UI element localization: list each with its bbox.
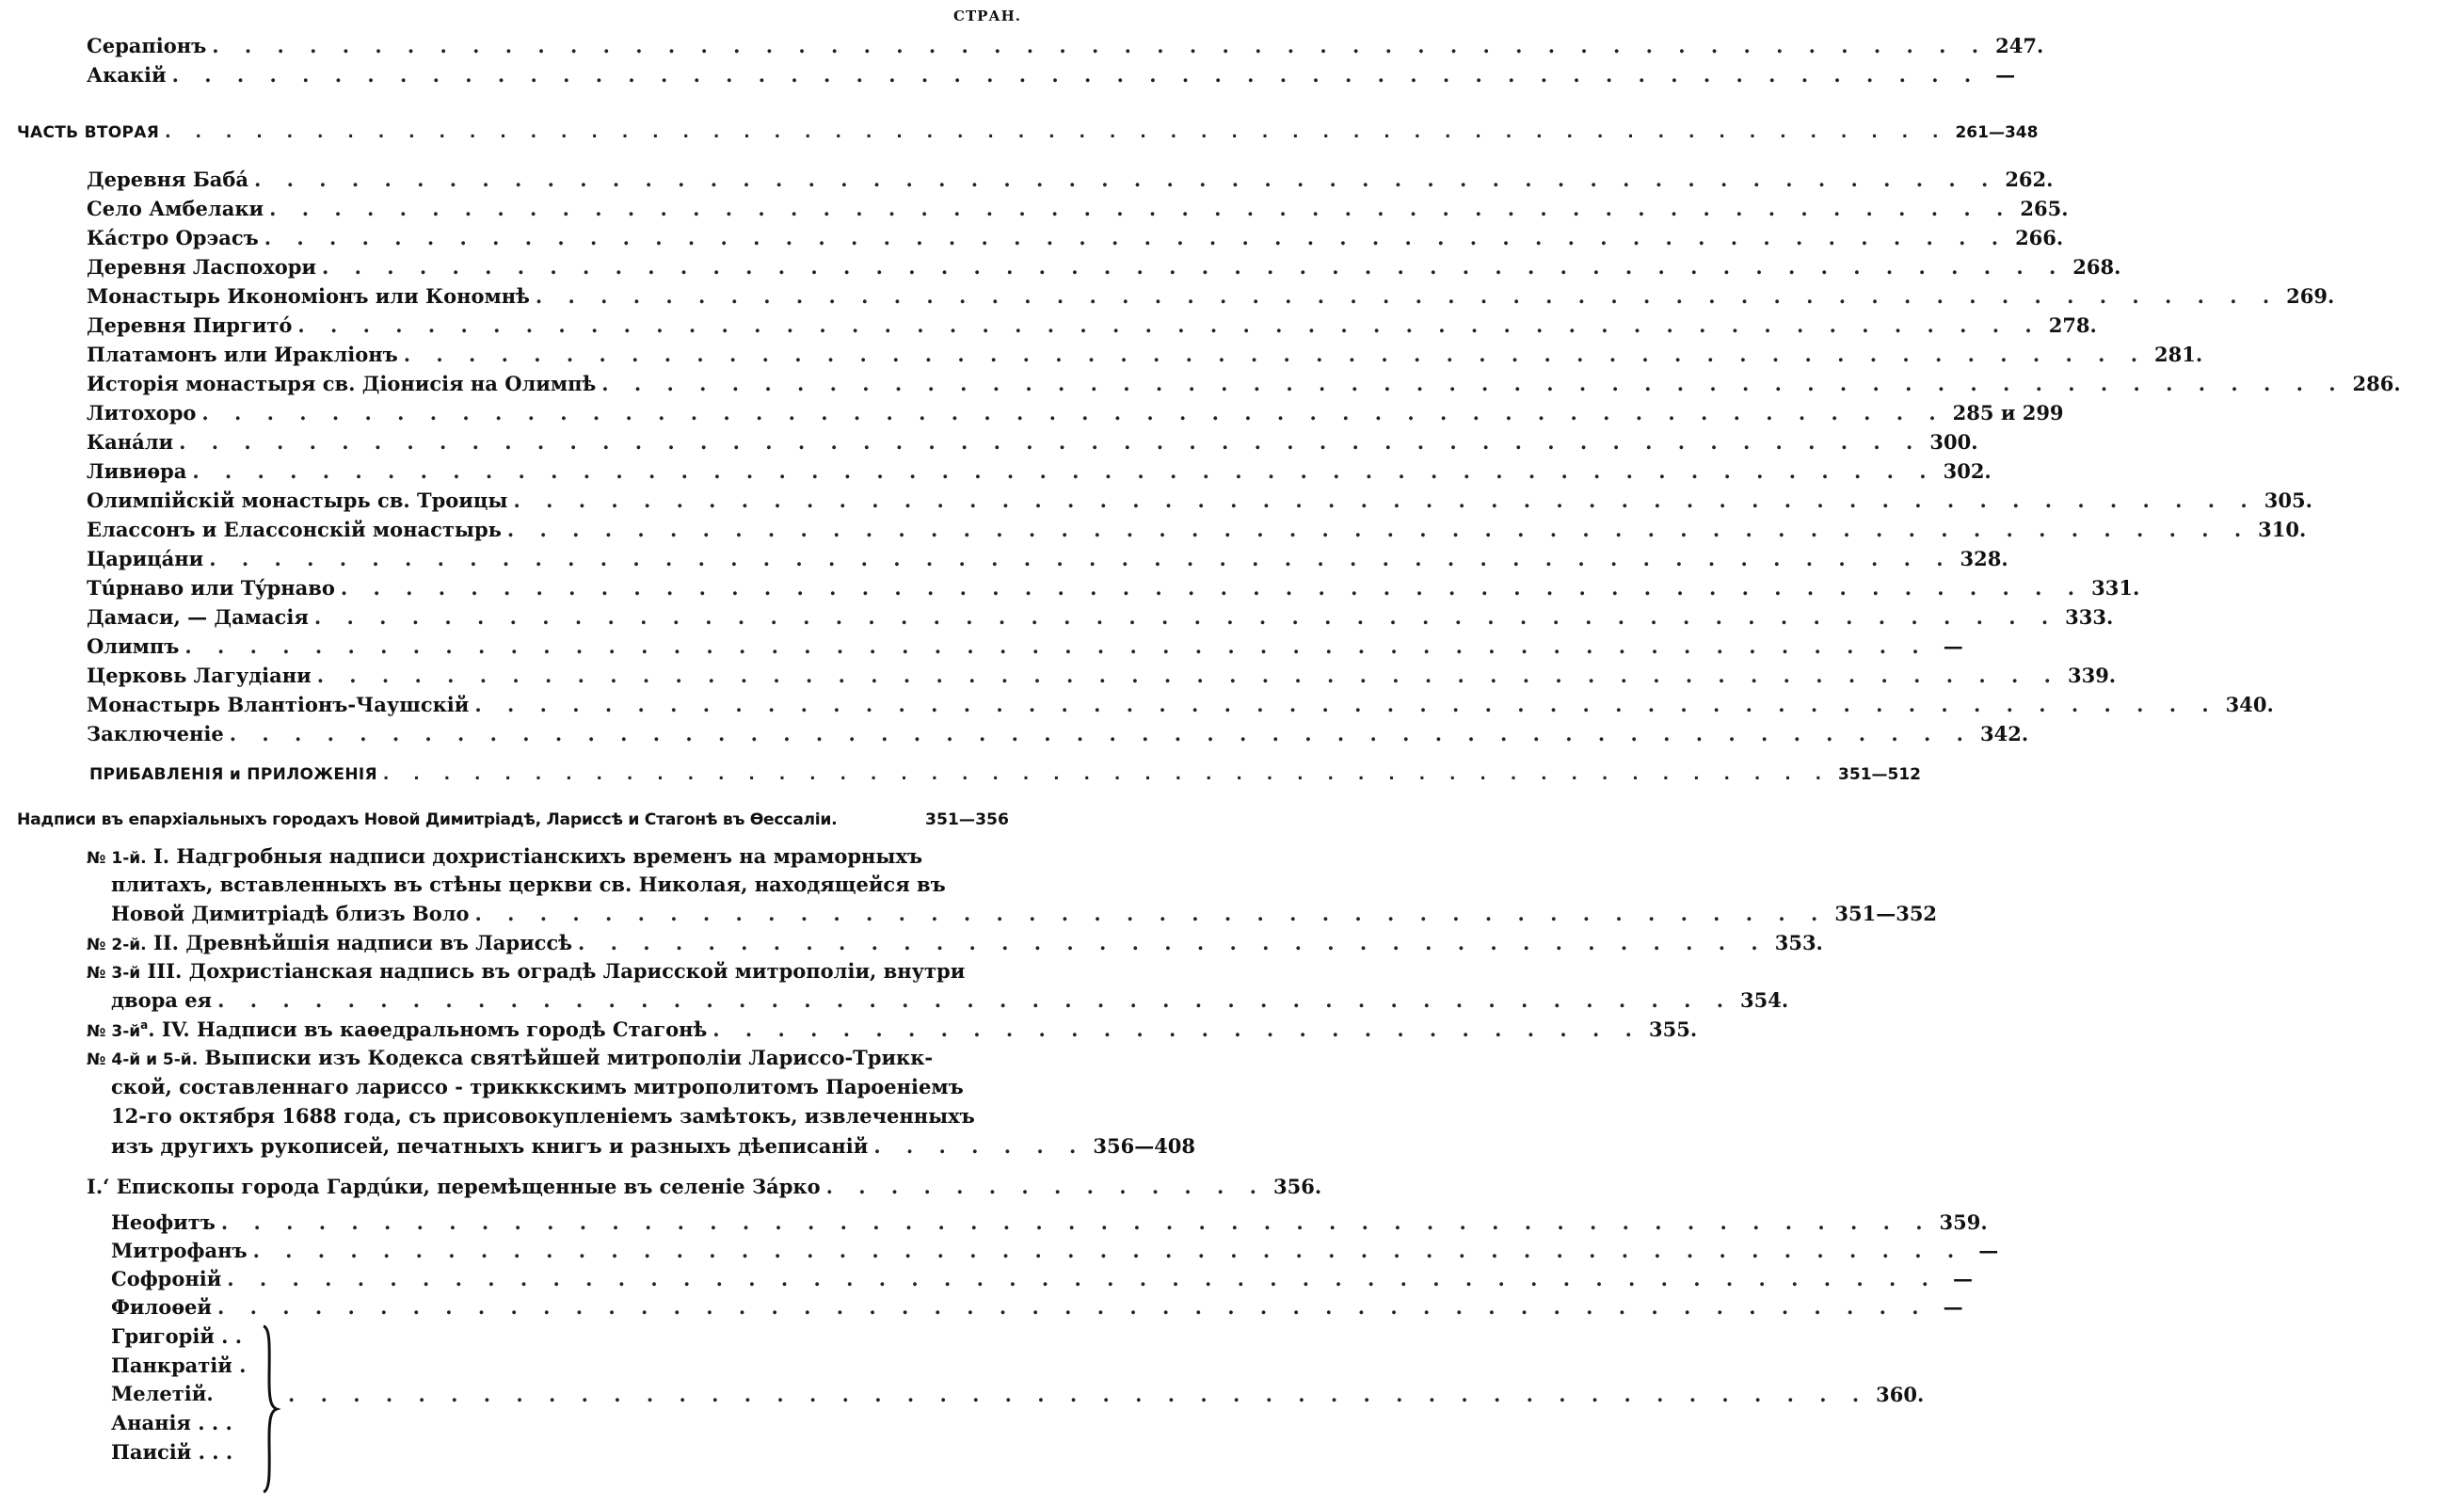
- entry-label: Церковь Лагудіани: [87, 663, 312, 687]
- entry-page: 351—356: [925, 810, 1009, 829]
- entry-label: Канáли: [87, 429, 174, 454]
- leader-dots: . . . . . . . . . . . . . . . . . . . . . . . . . . . . . . . . . . . . . . . . . . . . . . . .: [382, 765, 1832, 784]
- entry-page: 351—512: [1838, 765, 1922, 784]
- entry-label: ПРИБАВЛЕНІЯ и ПРИЛОЖЕНІЯ: [89, 765, 377, 784]
- item-4-line-1: [87, 1044, 933, 1072]
- item-2: [87, 928, 1823, 956]
- leader-dots: . . . . . . . . . . . . . . . . . . . . . . . . . . . . . . . . . . . . . . . . . . . . . . . . . . . . . .: [601, 371, 2345, 395]
- leader-dots: . . . . . . . . . . . . . . . . . . . . . . . . . . . . . . . . . . . . . . . . . . . . . . . . . . . . . .: [229, 721, 1973, 745]
- entry-label: Софроній: [111, 1266, 222, 1290]
- entry-label: Село Амбелаки: [87, 196, 264, 220]
- entry-label: Серапіонъ: [87, 33, 207, 57]
- item-3a: [87, 1015, 1698, 1043]
- entry-page: 286.: [2352, 371, 2401, 395]
- toc-entry-akakiy: [87, 60, 2016, 88]
- entry-page: 300.: [1929, 429, 1978, 454]
- item-number: № 3-й: [87, 1021, 141, 1041]
- entry-label: [87, 931, 572, 954]
- toc-entry-ambelaki: [87, 194, 2069, 222]
- entry-page: 339.: [2067, 663, 2117, 687]
- entry-page: —: [1952, 1266, 1973, 1290]
- entry-page: 328.: [1960, 546, 2008, 570]
- bishop-neofit: [111, 1208, 1988, 1236]
- entry-page: 354.: [1740, 987, 1789, 1012]
- item-3-line-1: [87, 957, 965, 985]
- item-4-line-3: 12-го октября 1688 года, съ присовокупленіемъ замѣтокъ, извлеченныхъ: [111, 1104, 975, 1128]
- leader-dots: . . . . . . . . . . . . . . . . . . . . . . . . . . . . . . . . . . . . . . . . . . . . . . . . . . . . . . . .: [171, 62, 1981, 87]
- toc-entry-litokhoro: [87, 398, 2064, 426]
- entry-page: 265.: [2020, 196, 2069, 220]
- item-number: № 1-й.: [87, 849, 147, 868]
- entry-page: —: [1943, 1294, 1963, 1319]
- entry-page: 331.: [2091, 575, 2140, 600]
- entry-page: 302.: [1943, 458, 1992, 483]
- toc-entry-vlantion: [87, 690, 2274, 718]
- leader-dots: . . . . . . . . . . . . . . . . . . . . . . . . . . . . . . . . . . . . . . . . . . . . . . . . . . . . .: [216, 1294, 1928, 1319]
- leader-dots: . . . . . . . . . . . . . . . . . . . . . . . . . . . . . . . . . . . . . . . . . . . . . . . . . . . . .: [220, 1210, 1932, 1234]
- item-number: № 2-й.: [87, 935, 147, 954]
- leader-dots: . . . . . . . . . . . . . . . . . . . . . . . . . . . . . . . . . . . . . . . . . . . . . . . . . . . . . .: [340, 575, 2085, 600]
- entry-page: 278.: [2048, 312, 2097, 337]
- entry-label: Новой Димитріадѣ близъ Воло: [111, 901, 470, 925]
- entry-page: 340.: [2225, 692, 2274, 716]
- toc-entry-gardiki: [87, 1172, 1322, 1200]
- item-1-line-1: [87, 842, 922, 871]
- bishop-group-item: Мелетій.: [111, 1382, 214, 1405]
- toc-part-two: [17, 119, 2039, 147]
- entry-label: ЧАСТЬ ВТОРАЯ: [17, 123, 160, 142]
- entry-label: Кáстро Орэасъ: [87, 225, 259, 249]
- item-text: Выписки изъ Кодекса святѣйшей митрополіи Ларисcо-Трикк-: [204, 1046, 934, 1069]
- leader-dots: . . . . . . . . . . . . . . . . . . . . . . . . . . . . .: [712, 1017, 1641, 1041]
- entry-label: Монастырь Влантіонъ-Чаушскій: [87, 692, 470, 716]
- entry-label: Неофитъ: [111, 1210, 216, 1234]
- leader-dots: . . . . . . . . . . . . . . . . . . . . . . . . . . . . . . . . . . . . . . . . . . . . . . . . . . . . . .: [474, 692, 2218, 716]
- leader-dots: . . . . . . . . . . . . . . . . . . . . . . . . . . . . . . . . . . . . . . . . . . . . . . . . . . . . . .: [316, 663, 2060, 687]
- bishop-group-item: Паисій . . .: [111, 1440, 233, 1464]
- entry-label: Надписи въ епархіальныхъ городахъ Новой Димитріадѣ, Ларисcѣ и Стагонѣ въ Ѳессаліи.: [17, 810, 838, 829]
- leader-dots: . . . . . . . . . . . . . . . . . . . . . . . . . . . . . . . . . . . . . . . . . . . . . . . . . . . . . . .: [212, 33, 1989, 57]
- leader-dots: . . . . . . . . . . . . . . . . . . . . . . . . . . . . . . . . . . . . . . . . . . . . . . .: [217, 987, 1734, 1012]
- entry-label: Деревня Бабá: [87, 167, 249, 191]
- toc-entry-zaklyuchenie: [87, 719, 2029, 747]
- entry-label: Монастырь Икономіонъ или Кономнѣ: [87, 283, 530, 308]
- entry-label: Деревня Ласпохори: [87, 254, 316, 279]
- item-text: III. Дохристіанская надпись въ оградѣ Ларисской митрополіи, внутри: [147, 959, 966, 983]
- toc-entry-damasi: [87, 602, 2114, 631]
- toc-entry-tsaritsani: [87, 544, 2008, 572]
- toc-entry-pirgito: [87, 311, 2097, 339]
- entry-page: 269.: [2286, 283, 2335, 308]
- leader-dots: . . . . . . . . . . . . . . . . . . . . . . . . . . . . . . . . . . . . . . . . . . . . . . . . . . . . . .: [513, 488, 2257, 512]
- leader-dots: . . . . . . . . . . . . . . . . . . . . . . . . . . . . . . . . . . . . . . . . . . . . . . . . . . . . . .: [506, 517, 2251, 541]
- leader-dots: . . . . . . . . . . . . . . . . . . . . . . . . . . . . . . . . . . . . . . . . . . . . . . . . . . . . . .: [179, 429, 1923, 454]
- entry-page: 359.: [1939, 1210, 1988, 1234]
- leader-dots: . . . . . . . . . . . . . . . . . . . . . . . . . . . . . . . . . . . . . . . . . . . . . . . . . . . . . .: [322, 254, 2066, 279]
- entry-label: Дамаси, — Дамасія: [87, 604, 309, 629]
- bishop-filofey: [111, 1292, 1963, 1321]
- leader-dots: . . . . . . . . . . . . . . . . . . . . . . . . . . . . . . . . . . . . . . . . . . . . . . . . . . . . .: [227, 1266, 1938, 1290]
- entry-label: Митрофанъ: [111, 1238, 248, 1262]
- toc-entry-kanali: [87, 427, 1978, 456]
- entry-label: Заключеніе: [87, 721, 224, 745]
- leader-dots: . . . . . . . . . . . . . . . . . . . . . . . . . . . . . . . . . . . . . . . . . . . . . . . . .: [288, 1382, 1869, 1406]
- toc-pribavleniya: [89, 761, 1922, 789]
- toc-entry-kastro: [87, 223, 2064, 251]
- item-1-line-3: [111, 899, 1938, 927]
- leader-dots: . . . . . . . . . . . . . . . . . . . . . . . . . . . . . . . . . . . . . . . . . . . . . . . . . . . . .: [252, 1238, 1964, 1262]
- curly-brace: [260, 1324, 279, 1494]
- entry-label: Тúрнаво или Тýрнаво: [87, 575, 335, 600]
- toc-entry-ikonomion: [87, 281, 2335, 310]
- toc-entry-baba: [87, 165, 2054, 193]
- bishop-group-item: Панкратій .: [111, 1354, 247, 1377]
- entry-page: 247.: [1995, 33, 2044, 57]
- leader-dots: . . . . . . . . . . . . . . . . . . . . . . . . . . . . . . . . . . . . . . . . . . . . . . . . . . . . . . . . . . .: [165, 123, 1948, 142]
- leader-dots: . . . . . . . . . . . . . . . . . . . . . . . . . . . . . . . . . . . . . . . . . . . . . . . . . . . . . .: [192, 458, 1936, 483]
- item-1-line-2: плитахъ, вставленныхъ въ стѣны церкви св. Николая, находящейся въ: [111, 873, 946, 896]
- entry-page: —: [1978, 1238, 1999, 1262]
- entry-page: —: [1995, 62, 2016, 87]
- entry-label: [87, 1017, 707, 1041]
- toc-entry-olimp: [87, 632, 1963, 660]
- item-number: № 4-й и 5-й.: [87, 1050, 199, 1069]
- leader-dots: . . . . . . . . . . . . . . . . . . . . . . . . . . . . . . . . . . . . . . . . . . . . . . . . . . . . . .: [269, 196, 2013, 220]
- toc-entry-lagudiani: [87, 661, 2117, 689]
- entry-label: Платамонъ или Иракліонъ: [87, 342, 398, 366]
- leader-dots: . . . . . . . . . . . . . . . . . . . . . . . . . . . . . . . . . . . . .: [578, 930, 1768, 954]
- entry-label: Елассонъ и Елассонскій монастырь: [87, 517, 502, 541]
- entry-page: 351—352: [1834, 901, 1938, 925]
- entry-label: двора ея: [111, 987, 213, 1012]
- entry-page: 355.: [1648, 1017, 1698, 1041]
- item-text: I. Надгробныя надписи дохристіанскихъ временъ на мраморныхъ: [152, 844, 923, 868]
- leader-dots: . . . . . . . . . . . . . .: [825, 1174, 1266, 1198]
- toc-nadpisi: [17, 806, 1036, 834]
- entry-page: 333.: [2065, 604, 2114, 629]
- item-4-line-2: ской, составленнаго ларисcо - трикккскимъ митрополитомъ Пароеніемъ: [111, 1075, 964, 1098]
- entry-page: 356—408: [1093, 1133, 1196, 1158]
- entry-page: —: [1943, 633, 1963, 658]
- entry-label: Литохоро: [87, 400, 197, 425]
- entry-label: Исторія монастыря св. Діонисія на Олимпѣ: [87, 371, 597, 395]
- leader-dots: . . . . . . . . . . . . . . . . . . . . . . . . . . . . . . . . . . . . . . . . . . . . . . . . . . . . . .: [535, 283, 2280, 308]
- toc-entry-serapion: [87, 31, 2044, 59]
- entry-label: изъ другихъ рукописей, печатныхъ книгъ и разныхъ дѣеписаній: [111, 1133, 869, 1158]
- toc-entry-elasson: [87, 515, 2307, 543]
- entry-page: 342.: [1979, 721, 2029, 745]
- leader-dots: . . . . . . . . . . . . . . . . . . . . . . . . . . . . . . . . . . . . . . . . . . . . . . . . . . . . . .: [297, 312, 2041, 337]
- toc-entry-dionisiy: [87, 369, 2401, 397]
- entry-page: 268.: [2072, 254, 2121, 279]
- leader-dots: . . . . . . . . . . . . . . . . . . . . . . . . . . . . . . . . . . . . . . . . . . . . . . . . . . . . . .: [201, 400, 1945, 425]
- entry-label: Ливиѳра: [87, 458, 187, 483]
- entry-page: 353.: [1774, 930, 1823, 954]
- bishop-group-leader: [282, 1380, 1925, 1408]
- bishop-group-item: Ананія . . .: [111, 1411, 232, 1434]
- entry-page: 360.: [1876, 1382, 1925, 1406]
- toc-entry-laspokhori: [87, 252, 2121, 280]
- entry-label: Акакій: [87, 62, 167, 87]
- leader-dots: . . . . . . . . . . . . . . . . . . . . . . . . . . . . . . . . . . . . . . . . . . . . . . . . . . . . . .: [209, 546, 1953, 570]
- entry-label: I.ʻ Епископы города Гардúки, перемѣщенные въ селеніе Зáрко: [87, 1174, 821, 1198]
- toc-entry-tirnavo: [87, 573, 2140, 601]
- leader-dots: . . . . . . . . . . . . . . . . . . . . . . . . . . . . . . . . . . . . . . . . . . . . . . . . . . . . . .: [184, 633, 1928, 658]
- entry-page: 285 и 299: [1952, 400, 2064, 425]
- toc-entry-platamon: [87, 340, 2203, 368]
- item-3-line-2: [111, 985, 1789, 1014]
- toc-entry-livi: [87, 457, 1992, 485]
- bishop-group-item: Григорій . .: [111, 1324, 243, 1348]
- leader-dots: . . . . . . .: [873, 1133, 1086, 1158]
- entry-page: 305.: [2264, 488, 2312, 512]
- entry-label: Филоѳей: [111, 1294, 212, 1319]
- bishop-sofroniy: [111, 1264, 1973, 1292]
- entry-page: 310.: [2258, 517, 2307, 541]
- entry-label: Царицáни: [87, 546, 204, 570]
- item-text: II. Древнѣйшія надписи въ Ларисcѣ: [152, 930, 572, 954]
- item-number: № 3-й: [87, 964, 141, 983]
- leader-dots: . . . . . . . . . . . . . . . . . . . . . . . . . . . . . . . . . . . . . . . . . .: [474, 901, 1828, 925]
- item-superscript: а: [140, 1017, 149, 1032]
- entry-label: Олимпъ: [87, 633, 180, 658]
- page-column-header: СТРАН.: [953, 8, 1021, 24]
- item-text: . IV. Надписи въ каѳедральномъ городѣ Стагонѣ: [148, 1017, 708, 1041]
- bishop-mitrofan: [111, 1236, 1999, 1264]
- item-4-line-4: [111, 1131, 1196, 1160]
- entry-page: 261—348: [1955, 123, 2039, 142]
- entry-label: Деревня Пиргитó: [87, 312, 293, 337]
- entry-page: 356.: [1273, 1174, 1322, 1198]
- entry-label: Олимпійскій монастырь св. Троицы: [87, 488, 508, 512]
- entry-page: 281.: [2154, 342, 2203, 366]
- leader-dots: . . . . . . . . . . . . . . . . . . . . . . . . . . . . . . . . . . . . . . . . . . . . . . . . . . . . . .: [254, 167, 1998, 191]
- leader-dots: . . . . . . . . . . . . . . . . . . . . . . . . . . . . . . . . . . . . . . . . . . . . . . . . . . . . . .: [403, 342, 2148, 366]
- entry-page: 266.: [2015, 225, 2064, 249]
- leader-dots: . . . . . . . . . . . . . . . . . . . . . . . . . . . . . . . . . . . . . . . . . . . . . . . . . . . . . .: [264, 225, 2008, 249]
- entry-page: 262.: [2005, 167, 2054, 191]
- toc-entry-troitsy: [87, 486, 2312, 514]
- leader-dots: . . . . . . . . . . . . . . . . . . . . . . . . . . . . . . . . . . . . . . . . . . . . . . . . . . . . . .: [313, 604, 2058, 629]
